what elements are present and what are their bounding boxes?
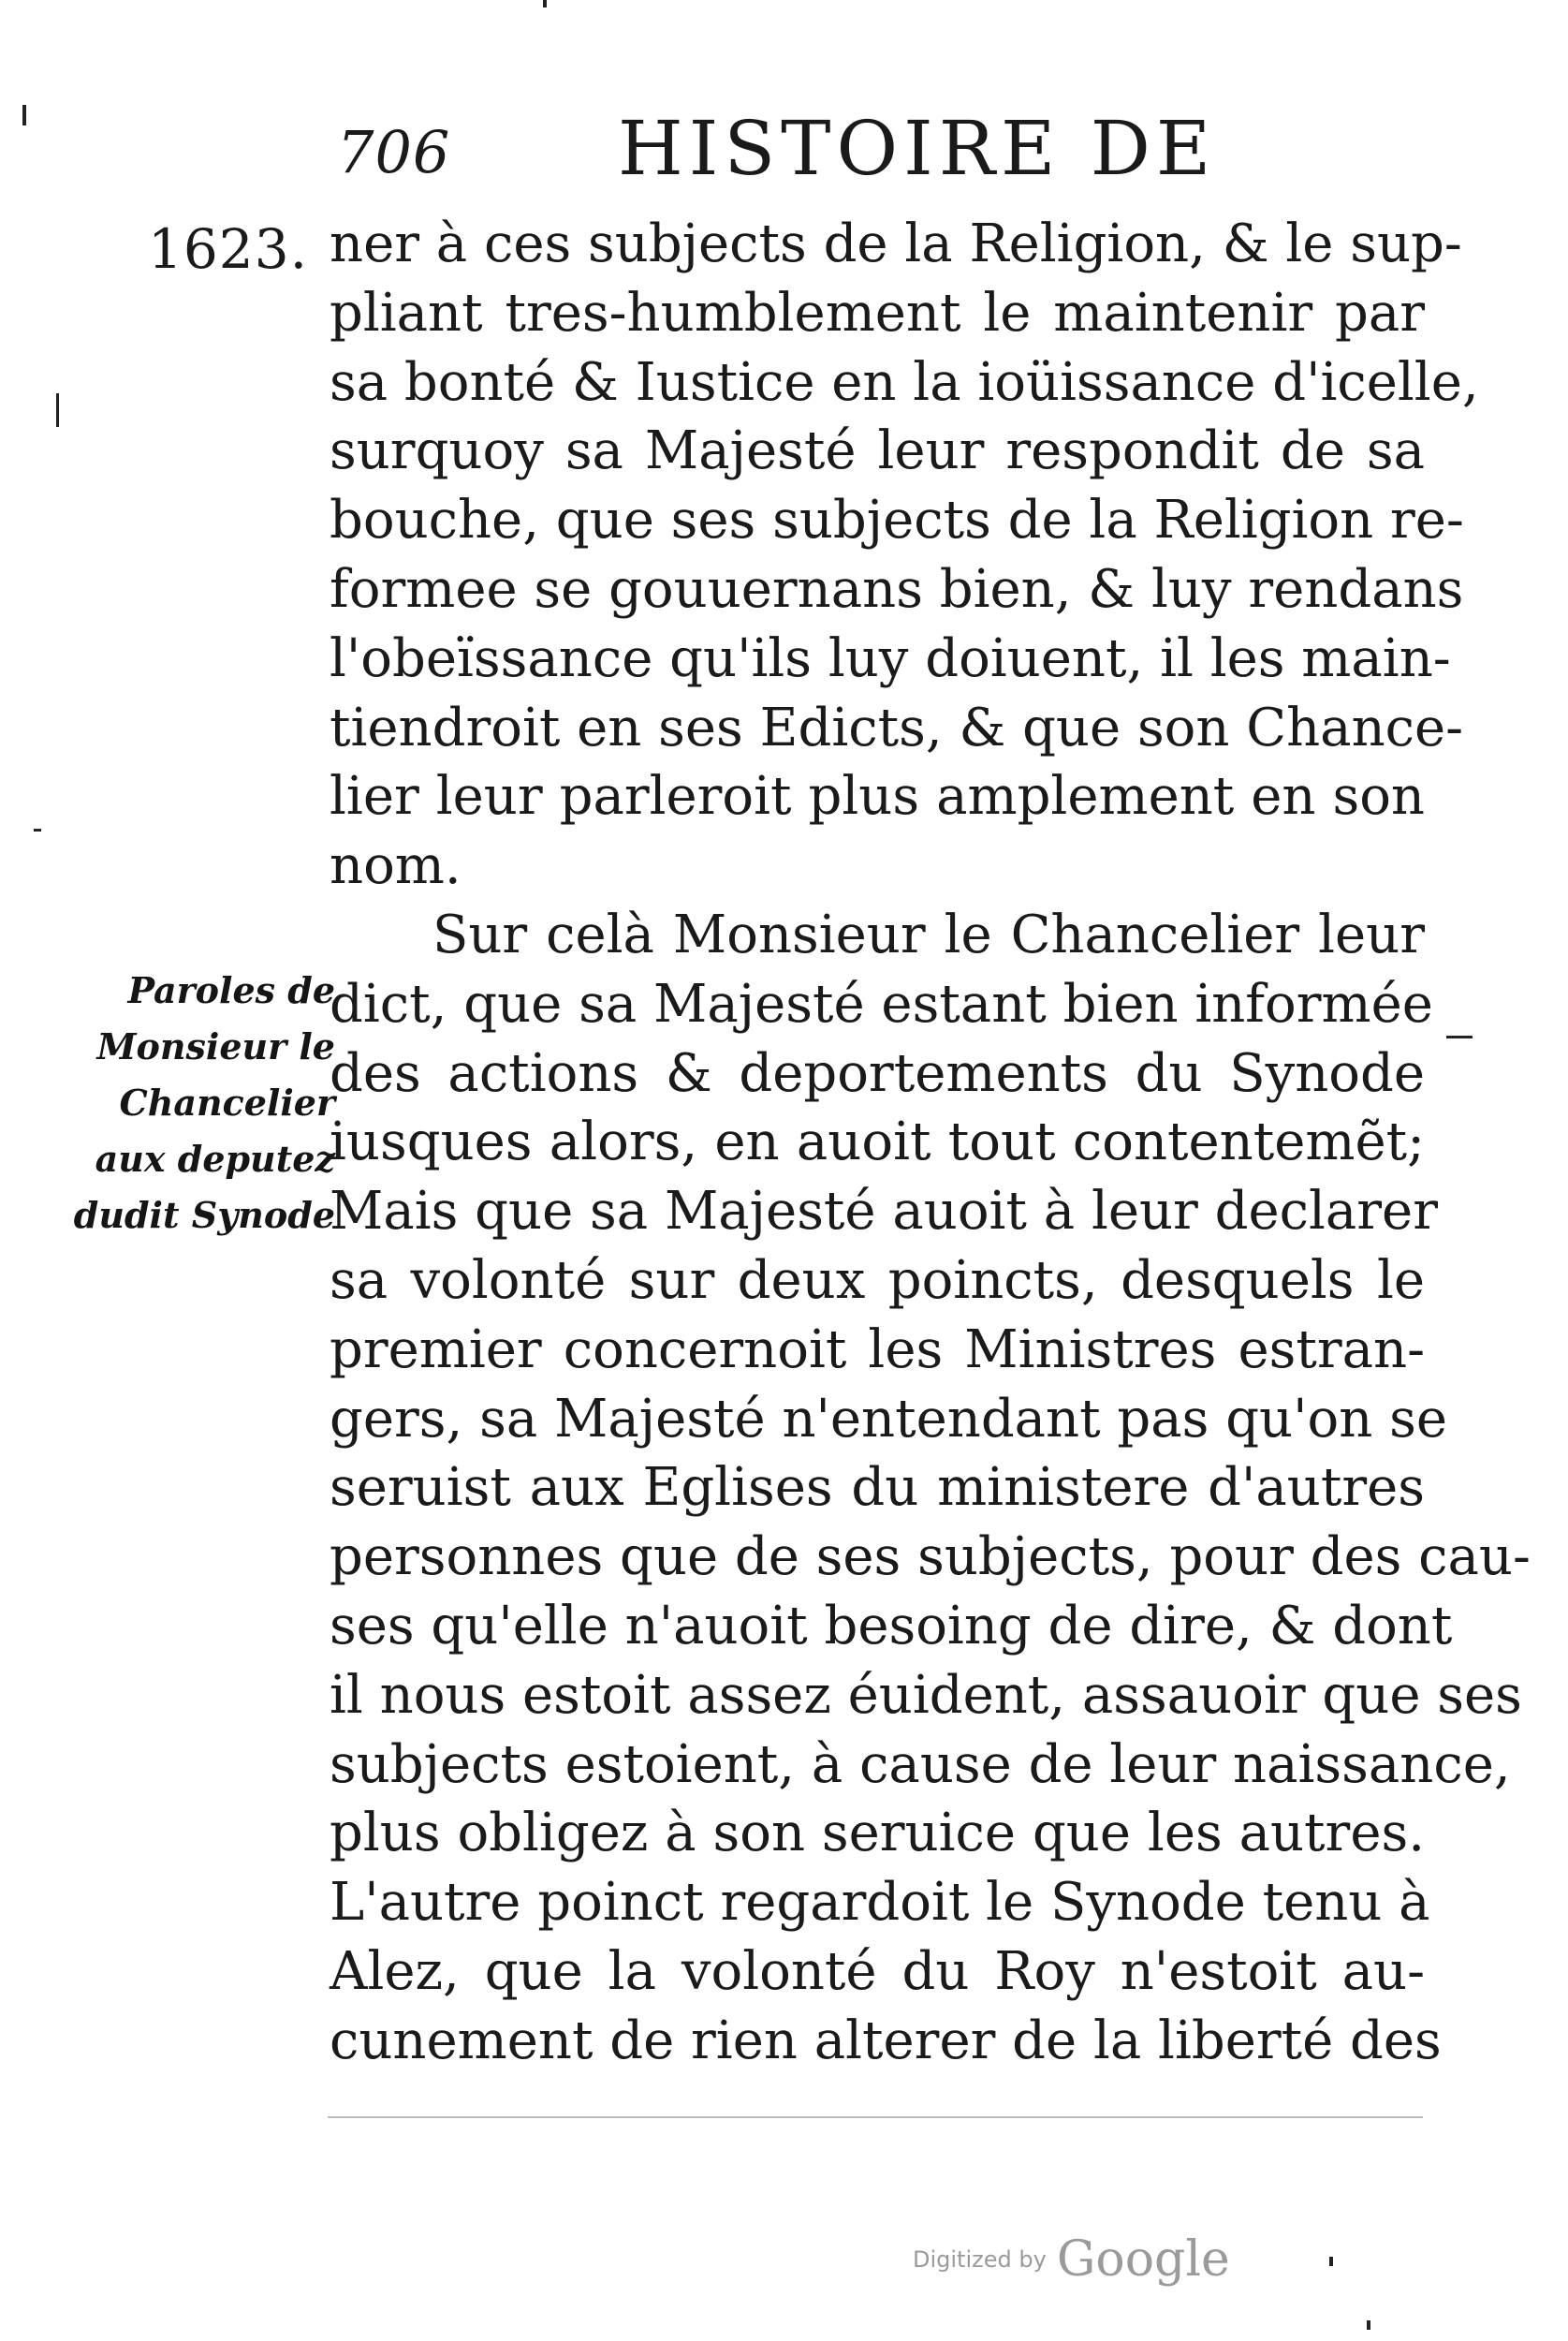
text-line: iusques alors, en auoit tout contentemẽt; — [330, 1112, 1425, 1173]
watermark-logo: Google — [1056, 2231, 1230, 2288]
scan-speck — [22, 105, 26, 125]
scan-speck — [56, 393, 59, 427]
digitization-watermark — [913, 2231, 1230, 2316]
text-line: il nous estoit assez éuident, assauoir que ses — [330, 1664, 1522, 1726]
text-line: tiendroit en ses Edicts, & que son Chance- — [330, 697, 1464, 758]
body-text — [330, 210, 1531, 2076]
margin-note-line: Monsieur le — [96, 1025, 335, 1067]
margin-note-line: dudit Synode — [73, 1194, 335, 1236]
running-title: HISTOIRE DE — [618, 105, 1217, 192]
text-line: cunement de rien alterer de la liberté des — [330, 2010, 1442, 2071]
text-line: ses qu'elle n'auoit besoing de dire, & dont — [330, 1595, 1453, 1656]
text-line: l'obeïssance qu'ils luy doiuent, il les main- — [330, 627, 1451, 689]
text-line: lier leur parleroit plus amplement en son — [330, 766, 1425, 828]
text-line: ner à ces subjects de la Religion, & le sup- — [330, 213, 1462, 274]
text-line: personnes que de ses subjects, pour des cau- — [330, 1526, 1531, 1588]
text-line: formee se gouuernans bien, & luy rendans — [330, 558, 1464, 620]
text-line: Alez, que la volonté du Roy n'estoit au- — [330, 1940, 1425, 2002]
text-line: sa bonté & Iustice en la ioüissance d'icelle, — [330, 351, 1479, 413]
scan-speck — [328, 2116, 1423, 2118]
text-line: gers, sa Majesté n'entendant pas qu'on se — [330, 1388, 1447, 1450]
text-line: L'autre poinct regardoit le Synode tenu à — [330, 1872, 1430, 1934]
margin-note — [54, 963, 335, 1244]
text-line: bouche, que ses subjects de la Religion re- — [330, 490, 1464, 552]
margin-note-line: Paroles de — [127, 969, 335, 1011]
text-line: plus obligez à son seruice que les autres. — [330, 1803, 1425, 1864]
scan-speck — [1446, 1036, 1473, 1038]
text-line: sa volonté sur deux poincts, desquels le — [330, 1249, 1425, 1311]
text-line: des actions & deportements du Synode — [330, 1042, 1425, 1104]
text-line: seruist aux Eglises du ministere d'autres — [330, 1457, 1425, 1519]
text-line: dict, que sa Majesté estant bien informée — [330, 973, 1433, 1035]
text-line: pliant tres-humblement le maintenir par — [330, 282, 1425, 344]
margin-year: 1623. — [148, 217, 309, 281]
watermark-prefix: Digitized by — [913, 2246, 1047, 2273]
scan-speck — [34, 829, 41, 832]
margin-note-line: aux deputez — [95, 1138, 335, 1180]
text-line: premier concernoit les Ministres estran- — [330, 1318, 1425, 1380]
running-head — [337, 105, 1442, 199]
text-line: surquoy sa Majesté leur respondit de sa — [330, 420, 1425, 482]
text-line: subjects estoient, à cause de leur naissance, — [330, 1733, 1511, 1795]
text-line: Mais que sa Majesté auoit à leur declarer — [330, 1181, 1438, 1243]
text-line: nom. — [330, 835, 462, 897]
scan-speck — [543, 0, 547, 7]
scan-speck — [1329, 2257, 1333, 2266]
scan-speck — [1367, 2320, 1370, 2330]
page-number: 706 — [337, 118, 451, 186]
paragraph-start-line: Sur celà Monsieur le Chancelier leur — [432, 904, 1425, 965]
margin-note-line: Chancelier — [119, 1082, 335, 1124]
